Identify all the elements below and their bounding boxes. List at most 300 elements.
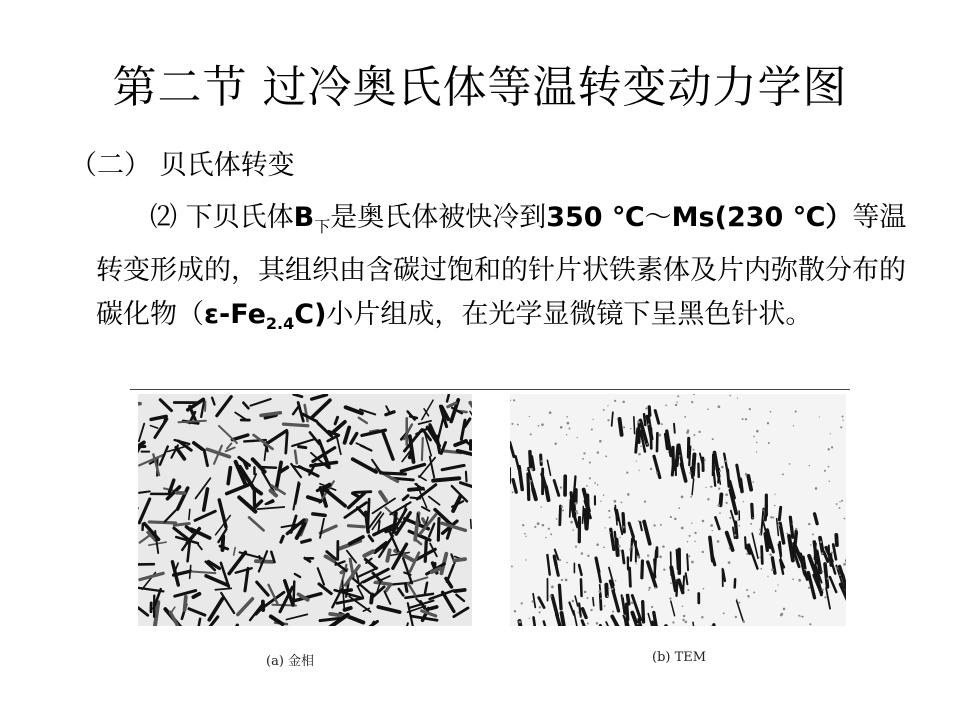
needle-mark <box>139 499 149 523</box>
needle-mark <box>466 472 467 482</box>
speckle-mark <box>687 429 690 432</box>
plate-mark <box>642 561 643 578</box>
plate-mark <box>727 533 733 550</box>
speckle-mark <box>629 548 631 550</box>
needle-mark <box>425 583 427 593</box>
plate-mark <box>779 507 780 519</box>
needle-mark <box>384 591 390 603</box>
speckle-mark <box>560 486 562 488</box>
speckle-mark <box>759 533 761 535</box>
speckle-mark <box>810 544 812 546</box>
speckle-mark <box>529 416 530 417</box>
speckle-mark <box>668 452 669 453</box>
speckle-mark <box>691 401 693 403</box>
needle-mark <box>454 608 468 617</box>
speckle-mark <box>795 528 797 530</box>
speckle-mark <box>556 518 558 520</box>
speckle-mark <box>609 532 611 534</box>
needle-mark <box>271 491 277 496</box>
needle-mark <box>422 438 423 460</box>
speckle-mark <box>691 523 692 524</box>
speckle-mark <box>836 503 838 505</box>
plate-mark <box>825 564 827 587</box>
speckle-mark <box>725 460 727 462</box>
speckle-mark <box>753 481 755 483</box>
plate-mark <box>575 596 578 606</box>
speckle-mark <box>612 610 614 612</box>
speckle-mark <box>750 523 752 525</box>
speckle-mark <box>728 561 731 564</box>
speckle-mark <box>775 590 777 592</box>
speckle-mark <box>737 519 739 521</box>
needle-mark <box>438 519 439 541</box>
speckle-mark <box>753 592 755 594</box>
needle-mark <box>138 564 154 565</box>
needle-mark <box>318 568 324 584</box>
plate-mark <box>510 442 514 456</box>
speckle-mark <box>702 520 705 523</box>
plate-mark <box>692 479 694 495</box>
speckle-mark <box>584 591 587 594</box>
needle-mark <box>460 483 472 489</box>
speckle-mark <box>670 582 672 584</box>
speckle-mark <box>648 589 650 591</box>
needle-mark <box>429 524 434 537</box>
speckle-mark <box>777 584 778 585</box>
needle-mark <box>261 467 276 468</box>
needle-mark <box>336 435 340 454</box>
micrograph-tem <box>510 394 846 626</box>
plate-mark <box>715 517 719 529</box>
speckle-mark <box>650 468 652 470</box>
plate-mark <box>654 551 656 576</box>
speckle-mark <box>828 448 830 450</box>
speckle-mark <box>645 407 647 409</box>
speckle-mark <box>550 533 552 535</box>
speckle-mark <box>582 458 584 460</box>
plate-mark <box>737 601 744 622</box>
speckle-mark <box>565 579 568 582</box>
needle-mark <box>359 418 367 423</box>
speckle-mark <box>767 576 768 577</box>
needle-mark <box>293 406 299 414</box>
speckle-mark <box>539 606 541 608</box>
speckle-mark <box>820 541 822 543</box>
speckle-mark <box>687 589 689 591</box>
speckle-mark <box>627 493 630 496</box>
speckle-mark <box>774 505 776 507</box>
plate-mark <box>583 609 586 618</box>
speckle-mark <box>681 496 684 499</box>
plate-mark <box>554 480 559 495</box>
needle-mark <box>312 400 330 417</box>
speckle-mark <box>749 408 751 410</box>
plate-mark <box>596 558 599 572</box>
speckle-mark <box>756 442 757 443</box>
speckle-mark <box>554 443 556 445</box>
speckle-mark <box>769 553 772 556</box>
needle-mark <box>422 507 429 511</box>
needle-mark <box>238 599 253 615</box>
needle-mark <box>454 559 465 560</box>
speckle-mark <box>687 541 688 542</box>
speckle-mark <box>631 602 633 604</box>
plate-mark <box>644 414 645 425</box>
plate-mark <box>587 509 588 528</box>
speckle-mark <box>719 512 721 514</box>
plate-mark <box>530 452 531 467</box>
needle-mark <box>305 405 308 421</box>
speckle-mark <box>603 494 605 496</box>
speckle-mark <box>795 411 797 413</box>
speckle-mark <box>586 485 588 487</box>
plate-mark <box>671 567 675 590</box>
plate-mark <box>790 517 792 537</box>
speckle-mark <box>648 587 650 589</box>
plate-mark <box>630 568 631 586</box>
speckle-mark <box>513 399 515 401</box>
speckle-mark <box>703 588 705 590</box>
needle-mark <box>227 443 231 448</box>
plate-mark <box>606 585 607 596</box>
plate-mark <box>644 522 650 544</box>
needle-mark <box>365 559 376 568</box>
needle-mark <box>150 426 157 429</box>
speckle-mark <box>607 595 609 597</box>
plate-mark <box>636 429 638 453</box>
speckle-mark <box>843 518 845 520</box>
needle-mark <box>235 412 245 419</box>
speckle-mark <box>639 470 640 471</box>
needle-mark <box>425 541 426 561</box>
speckle-mark <box>648 423 650 425</box>
needle-mark <box>302 540 311 542</box>
plate-mark <box>654 456 660 477</box>
needle-mark <box>378 607 399 612</box>
needle-mark <box>443 592 454 611</box>
needle-mark <box>165 510 176 521</box>
micrograph-optical <box>138 394 472 626</box>
speckle-mark <box>572 600 575 603</box>
speckle-mark <box>599 440 602 443</box>
speckle-mark <box>808 523 810 525</box>
needle-mark <box>189 509 190 519</box>
needle-mark <box>249 517 264 530</box>
plate-mark <box>552 596 557 616</box>
speckle-mark <box>743 501 744 502</box>
plate-mark <box>541 455 542 465</box>
needle-mark <box>403 496 408 500</box>
plate-mark <box>554 558 558 576</box>
needle-mark <box>423 519 426 524</box>
speckle-mark <box>525 559 526 560</box>
para-text-4: 等温转变形成的，其组织由含碳过饱和的针片状铁素体及片内弥散分布的碳化物（ <box>96 202 907 330</box>
plate-mark <box>654 612 658 626</box>
speckle-mark <box>614 400 616 402</box>
needle-mark <box>193 594 199 597</box>
speckle-mark <box>717 504 720 507</box>
speckle-mark <box>702 551 704 553</box>
speckle-mark <box>615 580 617 582</box>
needle-mark <box>447 395 449 402</box>
plate-mark <box>611 529 614 549</box>
needle-mark <box>215 588 231 589</box>
speckle-mark <box>669 597 671 599</box>
speckle-mark <box>641 522 642 523</box>
needle-mark <box>405 594 433 598</box>
speckle-mark <box>712 438 714 440</box>
speckle-mark <box>841 500 843 502</box>
needle-mark <box>281 536 283 542</box>
speckle-mark <box>804 569 806 571</box>
speckle-mark <box>770 516 772 518</box>
para-text-5: 小片组成，在光学显微镜下呈黑色针状。 <box>326 299 813 330</box>
speckle-mark <box>561 579 563 581</box>
speckle-mark <box>683 615 685 617</box>
speckle-mark <box>587 622 589 624</box>
needle-mark <box>256 561 273 562</box>
speckle-mark <box>640 445 642 447</box>
speckle-mark <box>725 493 728 496</box>
plate-mark <box>762 546 763 563</box>
plate-mark <box>533 490 536 500</box>
speckle-mark <box>604 605 606 607</box>
needle-mark <box>219 426 237 443</box>
speckle-mark <box>681 527 684 530</box>
plate-mark <box>671 601 675 616</box>
speckle-mark <box>622 401 625 404</box>
speckle-mark <box>693 449 695 451</box>
speckle-mark <box>675 404 677 406</box>
needle-mark <box>155 531 158 553</box>
needle-mark <box>265 431 287 445</box>
speckle-mark <box>550 595 552 597</box>
speckle-mark <box>566 434 567 435</box>
body-paragraph <box>96 196 916 346</box>
speckle-mark <box>781 613 784 616</box>
speckle-mark <box>707 498 709 500</box>
needle-mark <box>286 433 287 454</box>
plate-mark <box>686 573 688 584</box>
speckle-mark <box>522 524 524 526</box>
needle-mark <box>276 462 281 488</box>
speckle-mark <box>682 605 684 607</box>
speckle-mark <box>842 416 844 418</box>
needle-mark <box>348 526 364 527</box>
speckle-mark <box>694 541 696 543</box>
needle-mark <box>232 435 247 440</box>
plate-mark <box>600 594 601 609</box>
speckle-mark <box>597 484 599 486</box>
speckle-mark <box>743 620 746 623</box>
needle-mark <box>284 424 308 426</box>
speckle-mark <box>782 473 784 475</box>
needle-mark <box>390 502 410 514</box>
speckle-mark <box>653 524 655 526</box>
speckle-mark <box>730 395 732 397</box>
plate-mark <box>674 424 675 433</box>
speckle-mark <box>549 411 552 414</box>
plate-mark <box>620 419 622 435</box>
speckle-mark <box>618 545 621 548</box>
plate-mark <box>833 545 836 560</box>
speckle-mark <box>592 419 593 420</box>
needle-mark <box>366 512 368 532</box>
needle-mark <box>375 582 390 584</box>
speckle-mark <box>808 587 810 589</box>
speckle-mark <box>746 589 748 591</box>
speckle-mark <box>798 579 801 582</box>
speckle-mark <box>719 470 721 472</box>
speckle-mark <box>760 568 762 570</box>
speckle-mark <box>698 431 700 433</box>
plate-mark <box>593 598 594 606</box>
needle-mark <box>138 608 148 616</box>
plate-mark <box>560 506 561 525</box>
speckle-mark <box>583 452 585 454</box>
needle-mark <box>261 413 280 416</box>
speckle-mark <box>540 460 542 462</box>
speckle-mark <box>710 486 712 488</box>
needle-mark <box>406 584 407 591</box>
needle-mark <box>411 498 420 499</box>
speckle-mark <box>746 553 748 555</box>
speckle-mark <box>752 517 753 518</box>
plate-mark <box>574 611 578 626</box>
needle-mark <box>408 583 415 595</box>
needle-mark <box>295 574 300 577</box>
needle-mark <box>455 590 465 591</box>
plate-mark <box>795 531 796 543</box>
speckle-mark <box>770 411 772 413</box>
needle-mark <box>381 473 406 474</box>
needle-mark <box>386 412 394 415</box>
para-tilde: ～ <box>644 202 672 233</box>
speckle-mark <box>607 405 608 406</box>
needle-mark <box>335 417 337 424</box>
speckle-mark <box>771 568 774 571</box>
plate-mark <box>612 412 613 426</box>
plate-mark <box>615 505 617 524</box>
speckle-mark <box>637 623 639 625</box>
speckle-mark <box>704 459 706 461</box>
speckle-mark <box>605 455 607 457</box>
plate-mark <box>634 417 635 434</box>
plate-mark <box>559 585 561 609</box>
speckle-mark <box>589 462 591 464</box>
needle-mark <box>243 403 248 409</box>
needle-mark <box>312 395 327 399</box>
needle-mark <box>228 468 230 484</box>
figure-caption-b: (b) TEM <box>652 650 707 665</box>
needle-mark <box>313 514 325 515</box>
speckle-mark <box>630 428 631 429</box>
speckle-mark <box>688 555 690 557</box>
speckle-mark <box>831 446 833 448</box>
speckle-mark <box>737 397 738 398</box>
speckle-mark <box>821 552 823 554</box>
speckle-mark <box>824 596 826 598</box>
plate-mark <box>513 480 516 493</box>
needle-mark <box>369 536 373 541</box>
para-text-2: 是奥氏体被快冷到 <box>330 202 547 233</box>
speckle-mark <box>581 552 584 555</box>
speckle-mark <box>637 556 640 559</box>
speckle-mark <box>793 425 794 426</box>
speckle-mark <box>824 470 826 472</box>
speckle-mark <box>603 409 605 411</box>
plate-mark <box>655 411 658 424</box>
speckle-mark <box>577 512 579 514</box>
speckle-mark <box>511 566 513 568</box>
speckle-mark <box>768 442 770 444</box>
speckle-mark <box>729 548 731 550</box>
speckle-mark <box>774 494 775 495</box>
needle-mark <box>438 417 443 439</box>
needle-mark <box>176 448 184 459</box>
needle-mark <box>292 439 315 446</box>
speckle-mark <box>622 596 624 598</box>
speckle-mark <box>589 477 591 479</box>
plate-mark <box>539 598 544 608</box>
needle-mark <box>399 589 404 595</box>
speckle-mark <box>729 517 731 519</box>
speckle-mark <box>651 606 653 608</box>
speckle-mark <box>659 555 662 558</box>
speckle-mark <box>581 616 583 618</box>
plate-mark <box>623 514 624 532</box>
plate-mark <box>740 479 742 491</box>
speckle-mark <box>613 500 616 503</box>
needle-mark <box>318 423 332 436</box>
speckle-mark <box>530 433 532 435</box>
plate-mark <box>815 514 818 524</box>
speckle-mark <box>812 533 814 535</box>
speckle-mark <box>753 436 755 438</box>
needle-mark <box>234 548 236 556</box>
speckle-mark <box>578 612 580 614</box>
speckle-mark <box>566 416 568 418</box>
needle-mark <box>257 507 284 509</box>
speckle-mark <box>514 610 516 612</box>
speckle-mark <box>710 524 713 527</box>
speckle-mark <box>575 545 577 547</box>
speckle-mark <box>827 577 829 579</box>
speckle-mark <box>735 616 737 618</box>
plate-mark <box>528 474 529 500</box>
needle-mark <box>456 595 464 601</box>
speckle-mark <box>566 562 568 564</box>
speckle-mark <box>767 422 769 424</box>
speckle-mark <box>525 536 526 537</box>
plate-mark <box>629 523 633 537</box>
speckle-mark <box>587 555 589 557</box>
speckle-mark <box>723 612 725 614</box>
plate-mark <box>715 453 719 477</box>
needle-mark <box>139 424 144 441</box>
carbide-subscript: 2.4 <box>265 314 295 333</box>
para-text-1: ⑵ 下贝氏体 <box>150 202 294 233</box>
plate-mark <box>534 617 537 626</box>
speckle-mark <box>819 416 820 417</box>
speckle-mark <box>548 528 550 530</box>
speckle-mark <box>658 434 661 437</box>
speckle-mark <box>623 527 624 528</box>
plate-mark <box>612 616 622 626</box>
needle-mark <box>320 519 324 538</box>
speckle-mark <box>600 500 601 501</box>
needle-mark <box>212 398 214 405</box>
